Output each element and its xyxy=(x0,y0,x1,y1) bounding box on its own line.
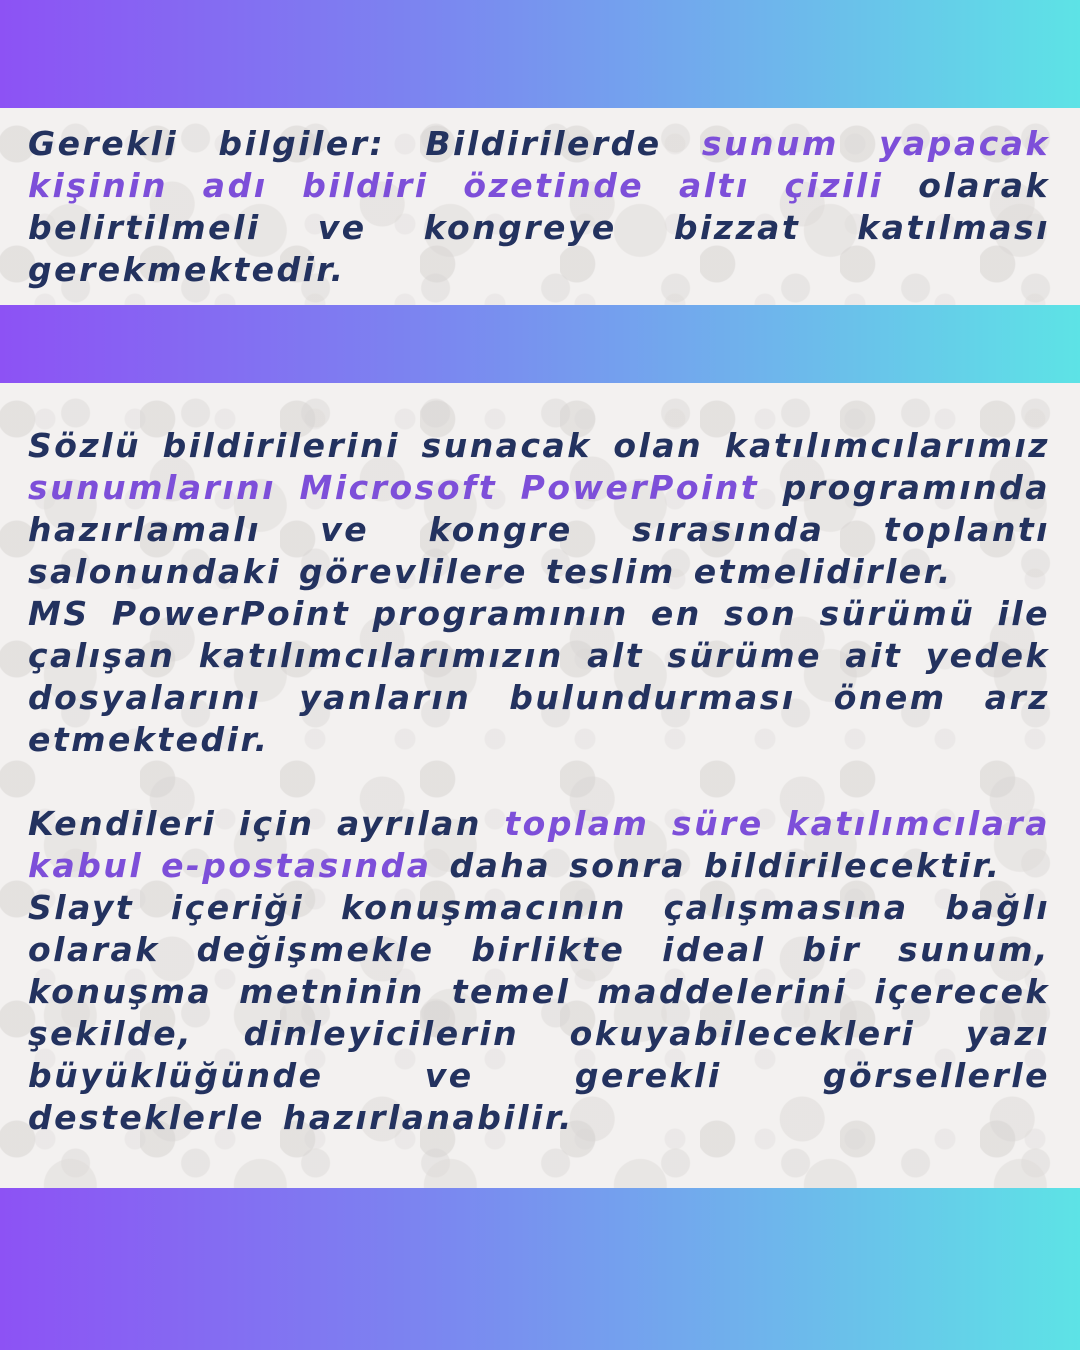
slide-content-text: Slayt içeriği konuşmacının çalışmasına bağlı olarak değişmekle birlikte ideal bir sunum, konuşma metninin temel maddelerini içerecek şekilde, dinleyicilerin okuyabilecekleri yazı büyüklüğünde ve gerekli görsellerle desteklerle hazırlanabilir. xyxy=(28,888,1050,1137)
total-time-text-end: daha sonra bildirilecektir. xyxy=(431,846,1002,885)
powerpoint-version-text: MS PowerPoint programının en son sürümü ile çalışan katılımcılarımızın alt sürüme ait yedek dosyalarını yanların bulundurması önem arz etmektedir. xyxy=(28,594,1050,759)
middle-gradient-band xyxy=(0,305,1080,383)
oral-presentation-text: Sözlü bildirilerini sunacak olan katılımcılarımız xyxy=(28,426,1050,465)
required-info-text: Gerekli bilgiler: Bildirilerde xyxy=(28,124,702,163)
slide-content-paragraph xyxy=(28,887,1050,1139)
required-info-paragraph xyxy=(28,123,1050,291)
total-time-highlight: toplam süre katılımcılara kabul e-postasında xyxy=(28,804,1051,885)
top-gradient-band xyxy=(0,0,1080,108)
bottom-gradient-band xyxy=(0,1188,1080,1350)
oral-presentation-paragraph xyxy=(28,425,1050,593)
oral-presentation-highlight: sunumlarını Microsoft PowerPoint xyxy=(28,468,760,507)
info-panel-main xyxy=(0,383,1080,1188)
total-time-paragraph xyxy=(28,803,1050,887)
total-time-text: Kendileri için ayrılan xyxy=(28,804,505,843)
oral-presentation-text-end: programında hazırlamalı ve kongre sırasında toplantı salonundaki görevlilere teslim etmelidirler. xyxy=(28,468,1050,591)
powerpoint-version-paragraph xyxy=(28,593,1050,761)
required-info-text-end: olarak belirtilmeli ve kongreye bizzat katılması gerekmektedir. xyxy=(28,166,1051,289)
required-info-highlight: sunum yapacak kişinin adı bildiri özetinde altı çizili xyxy=(28,124,1050,205)
info-panel-top xyxy=(0,108,1080,305)
